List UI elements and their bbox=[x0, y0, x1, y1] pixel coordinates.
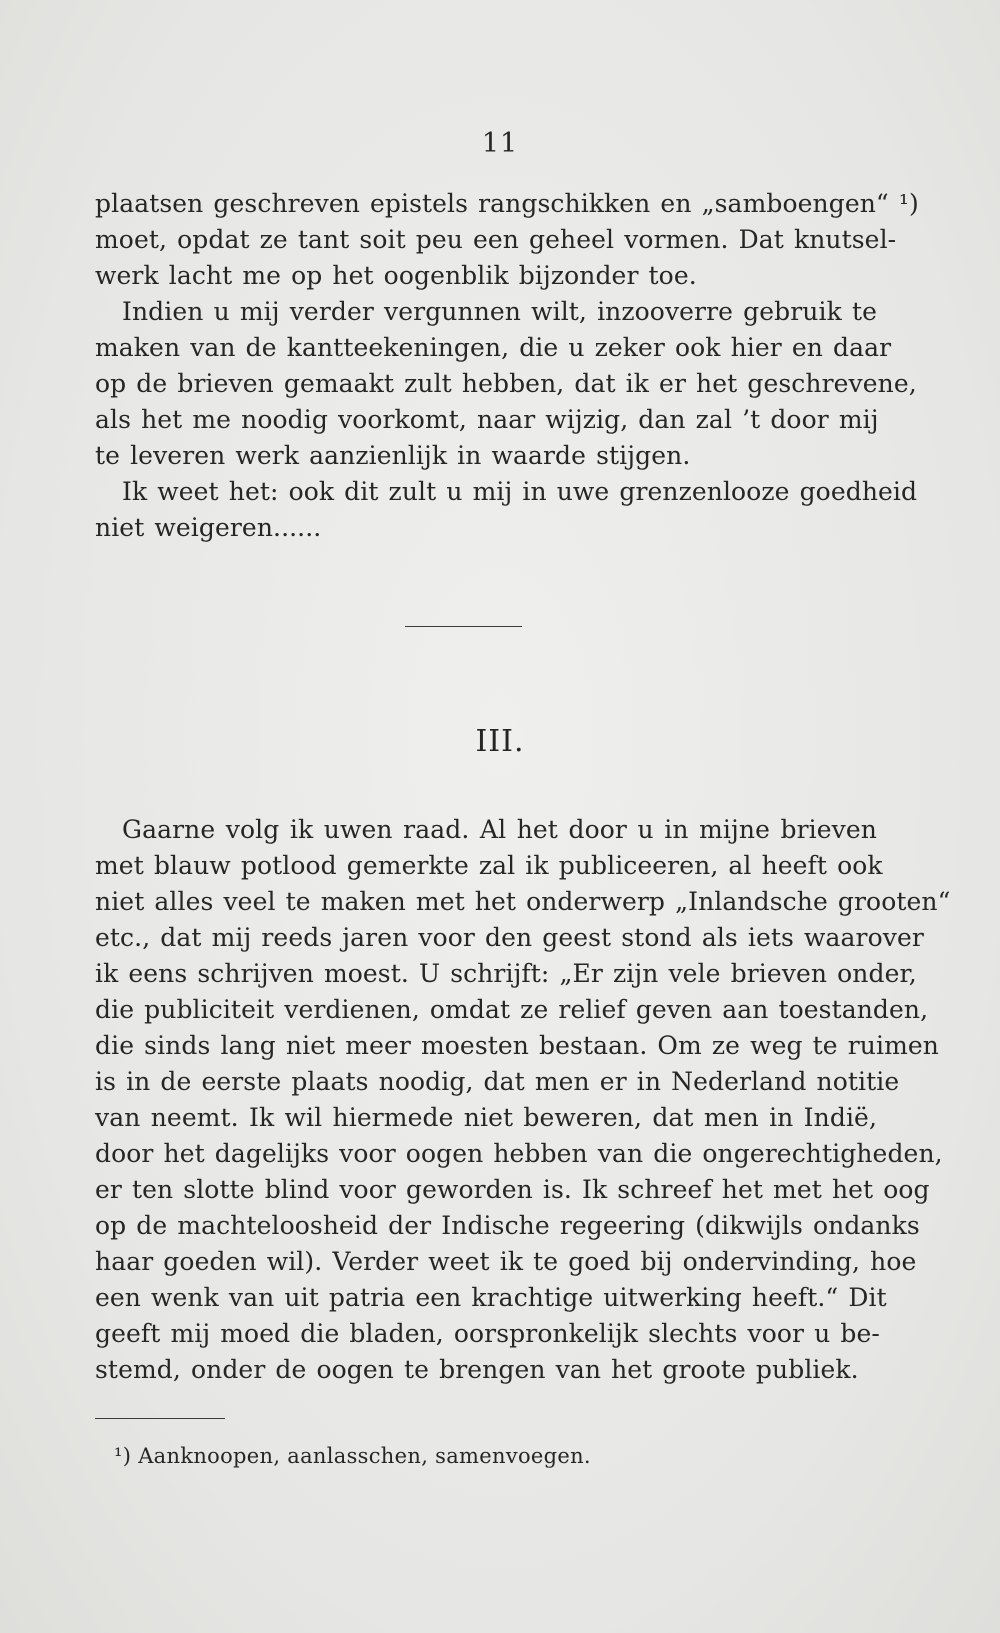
text-line: Indien u mij verder vergunnen wilt, inzooverre gebruik te bbox=[122, 297, 877, 326]
text-line: plaatsen geschreven epistels rangschikken en „samboengen“ ¹) bbox=[95, 189, 919, 218]
text-line: als het me noodig voorkomt, naar wijzig, dan zal ’t door mij bbox=[95, 405, 879, 434]
text-line: maken van de kantteekeningen, die u zeker ook hier en daar bbox=[95, 333, 892, 362]
text-line: stemd, onder de oogen te brengen van het groote publiek. bbox=[95, 1355, 859, 1384]
footnote bbox=[114, 1444, 591, 1468]
section-heading: III. bbox=[475, 724, 525, 759]
text-line: niet weigeren...... bbox=[95, 513, 322, 542]
text-block-top bbox=[95, 186, 919, 546]
text-line: op de machteloosheid der Indische regeering (dikwijls ondanks bbox=[95, 1211, 920, 1240]
text-line: Ik weet het: ook dit zult u mij in uwe grenzenlooze goedheid bbox=[122, 477, 918, 506]
footnote-text: Aanknoopen, aanlasschen, samenvoegen. bbox=[138, 1444, 591, 1468]
text-line: geeft mij moed die bladen, oorspronkelijk slechts voor u be- bbox=[95, 1319, 880, 1348]
text-line: met blauw potlood gemerkte zal ik publiceeren, al heeft ook bbox=[95, 851, 883, 880]
footnote-marker: ¹) bbox=[114, 1444, 132, 1468]
text-line: ik eens schrijven moest. U schrijft: „Er zijn vele brieven onder, bbox=[95, 959, 917, 988]
text-line: die sinds lang niet meer moesten bestaan. Om ze weg te ruimen bbox=[95, 1031, 939, 1060]
text-block-bottom bbox=[95, 812, 951, 1388]
text-line: werk lacht me op het oogenblik bijzonder toe. bbox=[95, 261, 697, 290]
text-line: is in de eerste plaats noodig, dat men er in Nederland notitie bbox=[95, 1067, 900, 1096]
text-line: te leveren werk aanzienlijk in waarde stijgen. bbox=[95, 441, 691, 470]
footnote-divider bbox=[95, 1418, 225, 1419]
text-line: een wenk van uit patria een krachtige uitwerking heeft.“ Dit bbox=[95, 1283, 887, 1312]
text-line: die publiciteit verdienen, omdat ze relief geven aan toestanden, bbox=[95, 995, 929, 1024]
text-line: er ten slotte blind voor geworden is. Ik schreef het met het oog bbox=[95, 1175, 930, 1204]
text-line: niet alles veel te maken met het onderwerp „Inlandsche grooten“ bbox=[95, 887, 951, 916]
page-number: 11 bbox=[481, 128, 519, 159]
section-divider bbox=[405, 626, 522, 627]
text-line: haar goeden wil). Verder weet ik te goed bij ondervinding, hoe bbox=[95, 1247, 917, 1276]
text-line: moet, opdat ze tant soit peu een geheel vormen. Dat knutsel- bbox=[95, 225, 897, 254]
text-line: Gaarne volg ik uwen raad. Al het door u in mijne brieven bbox=[122, 815, 877, 844]
text-line: etc., dat mij reeds jaren voor den geest stond als iets waarover bbox=[95, 923, 924, 952]
text-line: op de brieven gemaakt zult hebben, dat ik er het geschrevene, bbox=[95, 369, 917, 398]
text-line: van neemt. Ik wil hiermede niet beweren, dat men in Indië, bbox=[95, 1103, 877, 1132]
text-line: door het dagelijks voor oogen hebben van die ongerechtigheden, bbox=[95, 1139, 943, 1168]
